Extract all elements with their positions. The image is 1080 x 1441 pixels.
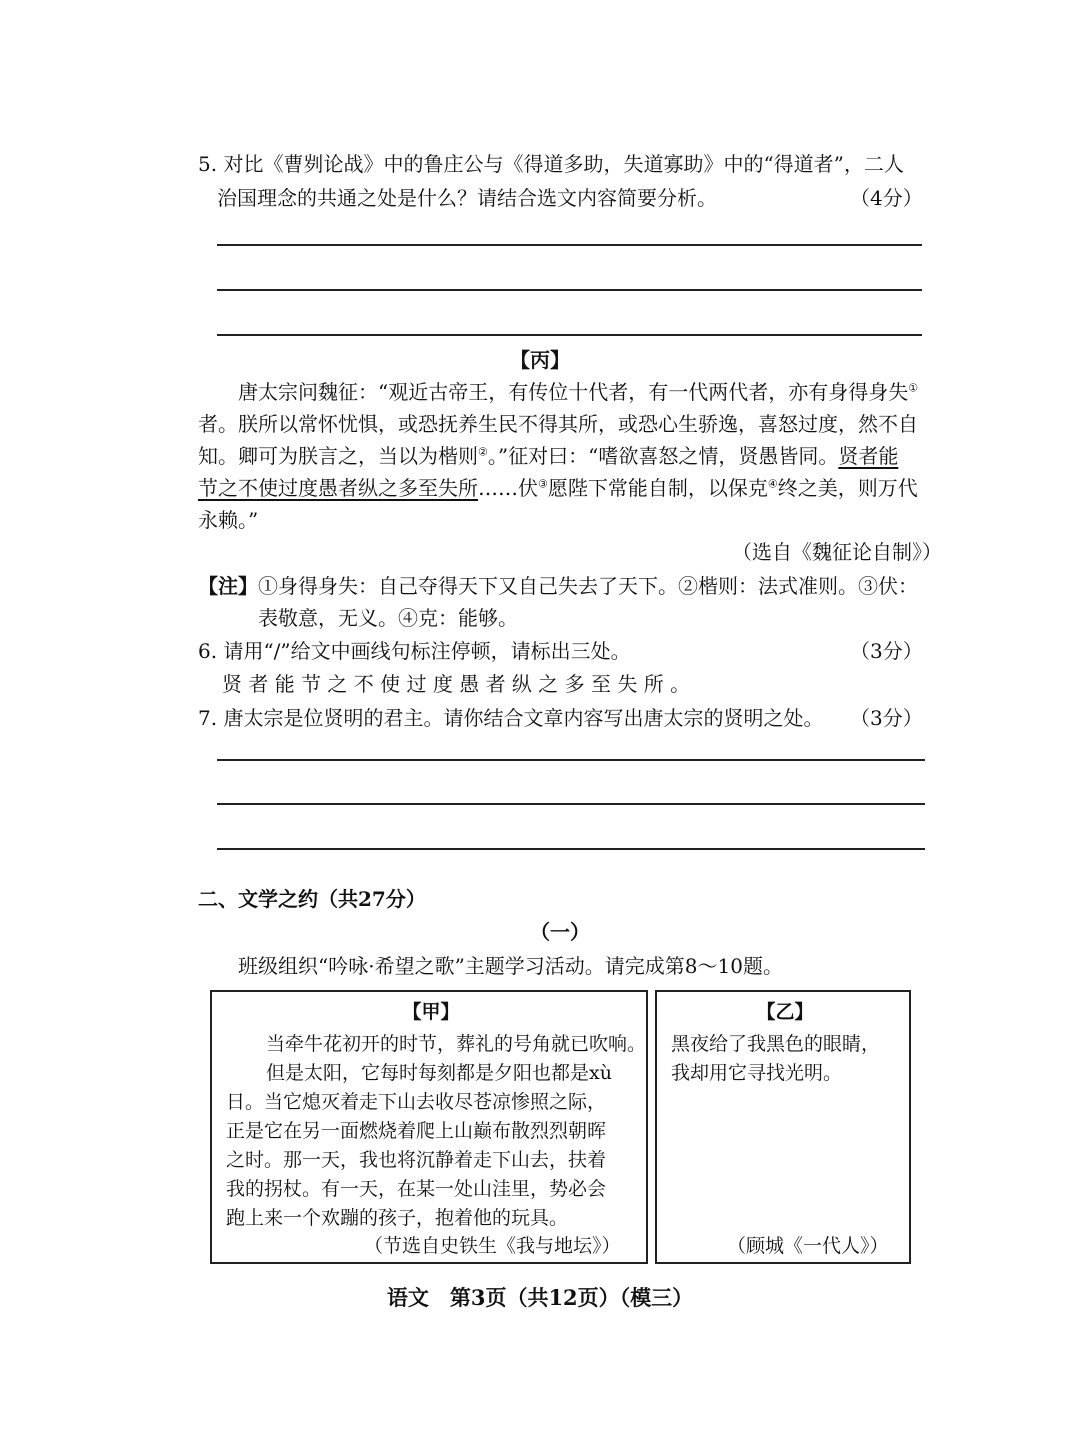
page-footer: 语文 第3页（共12页）（模三） <box>386 1285 694 1310</box>
box-jia-line2: 但是太阳，它每时每刻都是夕阳也都是xù <box>266 1062 612 1084</box>
box-yi-line2: 我却用它寻找光明。 <box>671 1062 843 1084</box>
section2-sub: （一） <box>530 920 590 944</box>
section2-heading: 二、文学之约（共27分） <box>198 887 426 911</box>
q5-line1: 5. 对比《曹刿论战》中的鲁庄公与《得道多助，失道寡助》中的“得道者”，二人 <box>198 152 904 176</box>
section2-intro: 班级组织“吟咏·希望之歌”主题学习活动。请完成第8～10题。 <box>238 954 783 978</box>
notes-label: 【注】 <box>198 574 258 598</box>
passage-bing-line5: 永赖。” <box>198 508 259 532</box>
q5-line2: 治国理念的共通之处是什么？请结合选文内容简要分析。 <box>217 186 717 210</box>
notes-line2: 表敬意，无义。④克：能够。 <box>258 606 518 630</box>
q6-sentence: 贤 者 能 节 之 不 使 过 度 愚 者 纵 之 多 至 失 所 。 <box>222 672 691 696</box>
answer-line[interactable] <box>217 803 925 805</box>
box-jia-line7: 跑上来一个欢蹦的孩子，抱着他的玩具。 <box>226 1207 569 1229</box>
q6-text: 6. 请用“/”给文中画线句标注停顿，请标出三处。 <box>198 639 631 663</box>
passage-bing-line1: 唐太宗问魏征：“观近古帝王，有传位十代者，有一代两代者，亦有身得身失① <box>238 380 919 404</box>
answer-line[interactable] <box>217 244 922 246</box>
box-jia-title: 【甲】 <box>402 1001 460 1023</box>
answer-line[interactable] <box>217 759 925 761</box>
box-jia-source: （节选自史铁生《我与地坛》） <box>364 1235 621 1257</box>
passage-bing-source: （选自《魏征论自制》） <box>732 540 942 564</box>
passage-bing-line3: 知。卿可为朕言之，当以为楷则②。”征对曰：“嗜欲喜怒之情，贤愚皆同。贤者能 <box>198 444 899 468</box>
box-yi <box>655 990 911 1264</box>
passage-bing-line4: 节之不使过度愚者纵之多至失所……伏③愿陛下常能自制，以保克④终之美，则万代 <box>198 476 918 500</box>
answer-line[interactable] <box>217 289 922 291</box>
box-yi-title: 【乙】 <box>756 1001 814 1023</box>
box-yi-source: （顾城《一代人》） <box>727 1235 889 1257</box>
box-jia-line1: 当牵牛花初开的时节，葬礼的号角就已吹响。 <box>266 1033 647 1055</box>
box-jia <box>210 990 648 1264</box>
note-marker: ③ <box>538 477 548 491</box>
box-jia-line3: 日。当它熄灭着走下山去收尽苍凉惨照之际， <box>226 1091 607 1113</box>
answer-line[interactable] <box>217 334 922 336</box>
note-marker: ④ <box>767 477 778 491</box>
box-jia-line6: 我的拐杖。有一天，在某一处山洼里，势必会 <box>226 1178 607 1200</box>
box-yi-line1: 黑夜给了我黑色的眼睛， <box>671 1033 881 1055</box>
q7-text: 7. 唐太宗是位贤明的君主。请你结合文章内容写出唐太宗的贤明之处。 <box>198 706 824 730</box>
box-jia-line5: 之时。那一天，我也将沉静着走下山去，扶着 <box>226 1149 607 1171</box>
underlined-sentence: 节之不使过度愚者纵之多至失所 <box>198 476 478 500</box>
q6-score: （3分） <box>850 639 923 663</box>
notes-line1: 【注】①身得身失：自己夺得天下又自己失去了天下。②楷则：法式准则。③伏： <box>198 574 918 598</box>
q5-score: （4分） <box>850 186 923 210</box>
passage-bing-title: 【丙】 <box>510 348 570 372</box>
underlined-sentence: 贤者能 <box>838 444 899 468</box>
note-marker: ② <box>478 445 488 459</box>
q7-score: （3分） <box>850 706 923 730</box>
passage-bing-line2: 者。朕所以常怀忧惧，或恐抚养生民不得其所，或恐心生骄逸，喜怒过度，然不自 <box>198 412 918 436</box>
note-marker: ① <box>908 381 919 395</box>
answer-line[interactable] <box>217 848 925 850</box>
box-jia-line4: 正是它在另一面燃烧着爬上山巅布散烈烈朝晖 <box>226 1120 607 1142</box>
